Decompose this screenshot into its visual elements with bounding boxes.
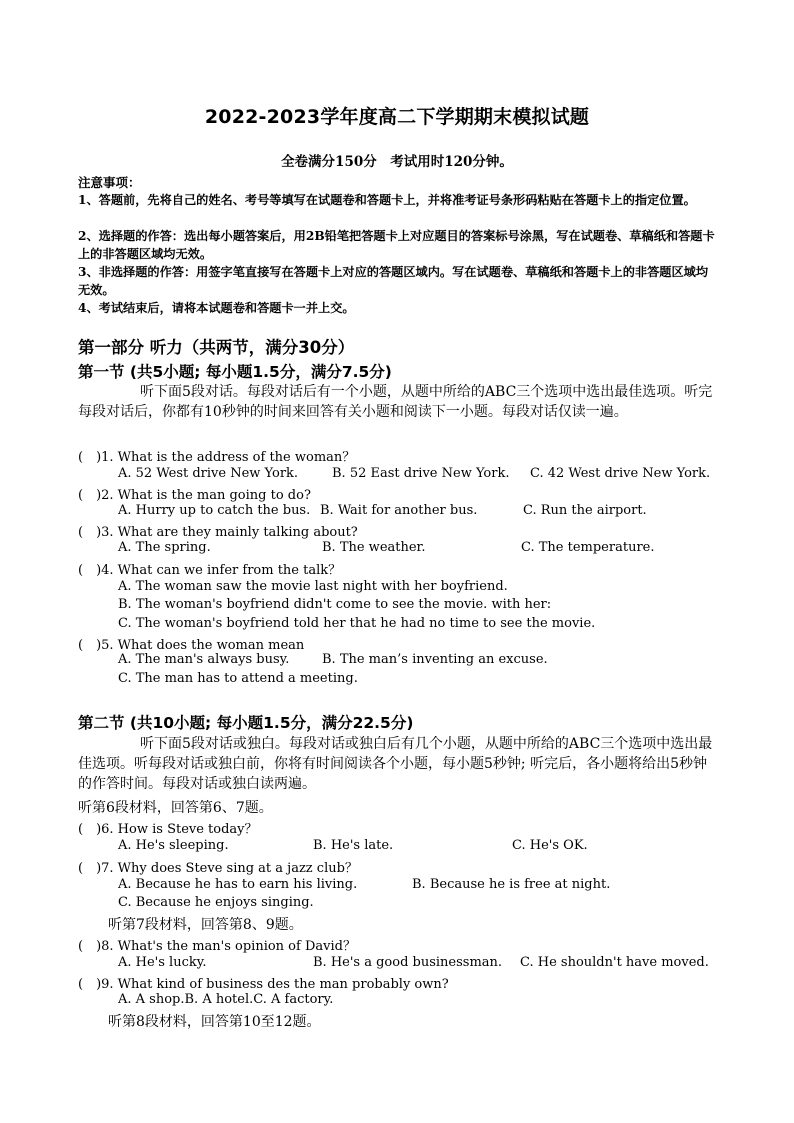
notice-heading: 注意事项： [78, 175, 141, 190]
section1-instructions: 听下面5段对话。每段对话后有一个小题，从题中所给的ABC三个选项中选出最佳选项。听完每段对话后，你都有10秒钟的时间来回答有关小题和阅读下一小题。每段对话仅读一遍。 [78, 384, 713, 420]
question-5-option-c: C. The man has to attend a meeting. [118, 671, 358, 686]
question-5-option-a: A. The man's always busy. [118, 652, 290, 667]
question-4-option-b: B. The woman's boyfriend didn't come to see the movie. with her: [118, 597, 552, 612]
question-4-option-a: A. The woman saw the movie last night with her boyfriend. [118, 579, 508, 594]
question-2-option-a: A. Hurry up to catch the bus. [118, 503, 311, 518]
question-7-option-c: C. Because he enjoys singing. [118, 895, 314, 910]
material-6-heading: 听第6段材料，回答第6、7题。 [78, 800, 273, 816]
section2-instructions: 听下面5段对话或独白。每段对话或独白后有几个小题，从题中所给的ABC三个选项中选出最佳选项。听每段对话或独白前，你将有时间阅读各个小题，每小题5秒钟; 听完后，各小题将给出5秒钟的作答时间。每段对话或独白读两遍。 [78, 736, 713, 792]
question-4-option-c: C. The woman's boyfriend told her that he had no time to see the movie. [118, 616, 596, 631]
question-8-option-b: B. He's a good businessman. [313, 955, 503, 970]
question-9-options: A. A shop.B. A hotel.C. A factory. [118, 992, 334, 1007]
question-7-option-b: B. Because he is free at night. [412, 877, 611, 892]
material-7-heading: 听第7段材料，回答第8、9题。 [108, 917, 303, 933]
question-8-option-a: A. He's lucky. [118, 955, 207, 970]
section1-title: 第一节 (共5小题; 每小题1.5分，满分7.5分) [78, 363, 392, 381]
question-6-option-b: B. He's late. [313, 838, 394, 853]
question-9-stem: ( )9. What kind of business des the man probably own? [78, 977, 449, 992]
question-2-option-b: B. Wait for another bus. [320, 503, 478, 518]
exam-subtitle: 全卷满分150分 考试用时120分钟。 [281, 154, 513, 170]
question-1-option-a: A. 52 West drive New York. [118, 466, 299, 481]
notice-item-1: 1、答题前，先将自己的姓名、考号等填写在试题卷和答题卡上，并将准考证号条形码粘贴在答题卡上的指定位置。 [78, 193, 696, 207]
question-3-stem: ( )3. What are they mainly talking about? [78, 525, 358, 540]
material-8-heading: 听第8段材料，回答第10至12题。 [108, 1014, 321, 1030]
question-1-option-c: C. 42 West drive New York. [530, 466, 711, 481]
page-title: 2022-2023学年度高二下学期期末模拟试题 [204, 106, 590, 128]
question-3-option-c: C. The temperature. [521, 540, 655, 555]
question-6-option-a: A. He's sleeping. [118, 838, 229, 853]
notice-item-4: 4、考试结束后，请将本试题卷和答题卡一并上交。 [78, 301, 355, 315]
notice-item-3: 3、非选择题的作答：用签字笔直接写在答题卡上对应的答题区域内。写在试题卷、草稿纸和答题卡上的非答题区域均无效。 [78, 265, 709, 297]
question-6-stem: ( )6. How is Steve today？ [78, 822, 258, 837]
question-2-stem: ( )2. What is the man going to do? [78, 488, 311, 503]
notice-item-2: 2、选择题的作答：选出每小题答案后，用2B铅笔把答题卡上对应题目的答案标号涂黑，写在试题卷、草稿纸和答题卡上的非答题区域均无效。 [78, 229, 715, 261]
question-5-option-b: B. The man’s inventing an excuse. [322, 652, 548, 667]
question-4-stem: ( )4. What can we infer from the talk？ [78, 563, 342, 578]
question-3-option-a: A. The spring. [118, 540, 211, 555]
question-8-stem: ( )8. What's the man's opinion of David？ [78, 939, 356, 954]
question-6-option-c: C. He's OK. [512, 838, 588, 853]
question-1-stem: ( )1. What is the address of the woman？ [78, 450, 356, 465]
question-7-option-a: A. Because he has to earn his living. [118, 877, 358, 892]
question-3-option-b: B. The weather. [322, 540, 426, 555]
question-5-stem: ( )5. What does the woman mean [78, 638, 305, 653]
question-8-option-c: C. He shouldn't have moved. [520, 955, 709, 970]
question-1-option-b: B. 52 East drive New York. [332, 466, 510, 481]
question-7-stem: ( )7. Why does Steve sing at a jazz club？ [78, 861, 358, 876]
part1-title: 第一部分 听力（共两节，满分30分） [78, 338, 355, 357]
question-2-option-c: C. Run the airport. [523, 503, 647, 518]
section2-title: 第二节 (共10小题; 每小题1.5分，满分22.5分) [78, 714, 414, 732]
